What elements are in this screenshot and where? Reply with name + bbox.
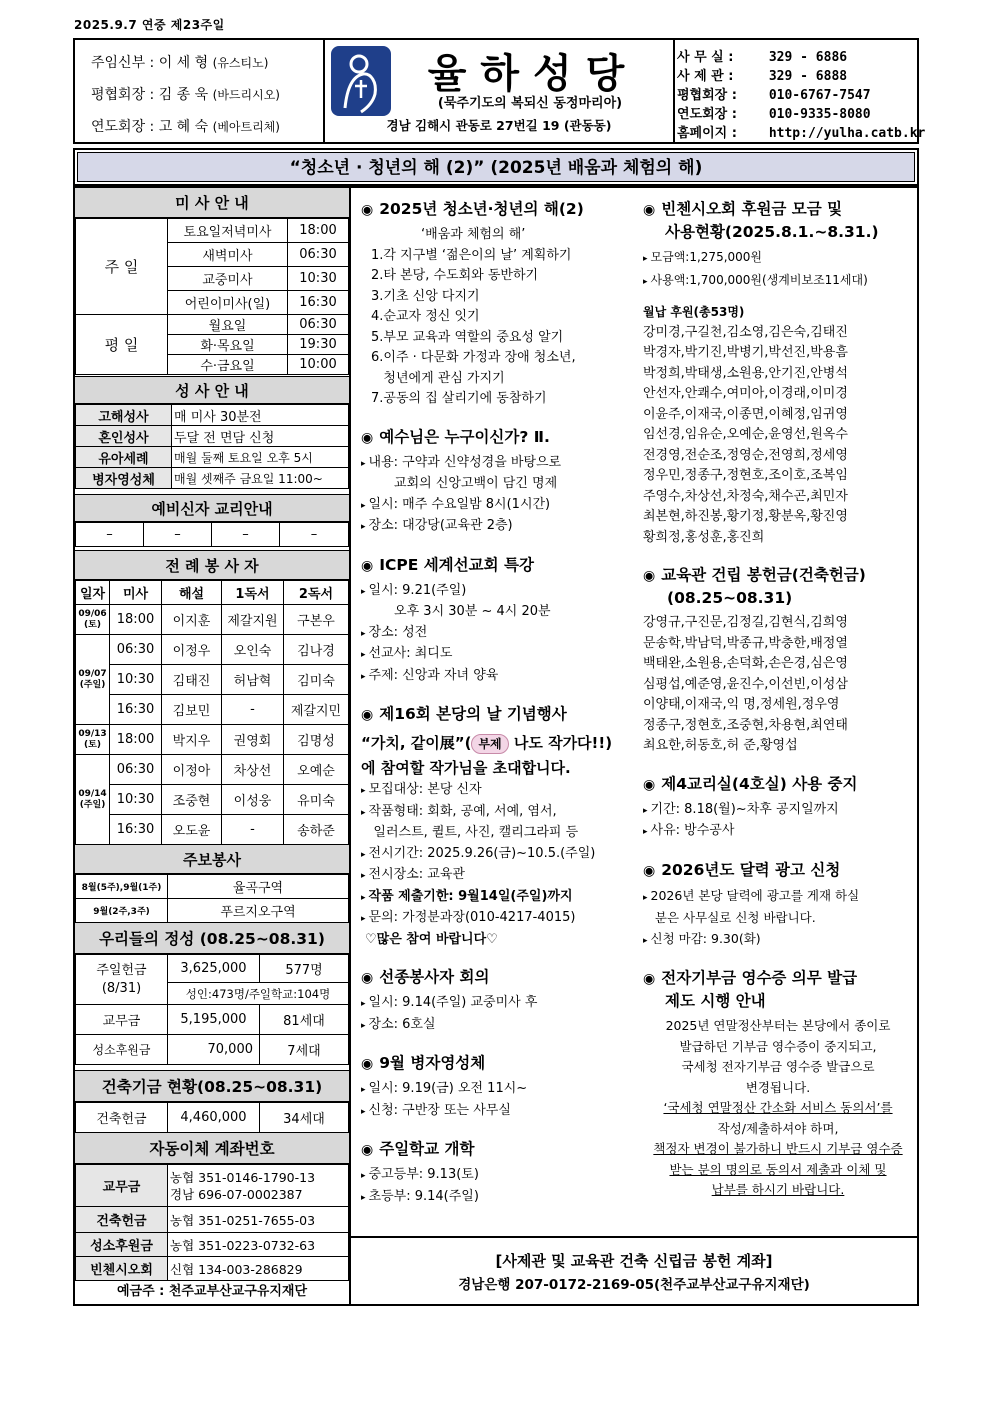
weekday-label: 평 일	[76, 315, 168, 375]
triangle-icon: ▸	[643, 805, 648, 816]
account-number: 신협 134-003-286829	[168, 1257, 349, 1281]
donor-names-line: 백태완,소원용,손덕화,손은경,심은영	[643, 656, 848, 671]
donor-names-line: 주영수,차상선,차정숙,채수곤,최민자	[643, 488, 848, 504]
bullet-icon: ◉	[643, 202, 656, 218]
liturgy-col-head: 2독서	[284, 581, 349, 605]
mass-time: 10:00	[288, 355, 349, 375]
mass-name: 월요일	[168, 315, 288, 335]
offering-count: 81세대	[260, 1005, 349, 1035]
liturgy-col-head: 1독서	[222, 581, 284, 605]
donor-names-line: 문송학,박남덕,박종규,박충한,배정열	[643, 635, 848, 651]
triangle-icon: ▸	[361, 1020, 366, 1031]
bullet-icon: ◉	[643, 862, 656, 879]
bullet-icon: ◉	[361, 1056, 374, 1072]
subtitle-badge: 부제	[471, 734, 508, 754]
office-phone: 사 무 실 : 329 - 6886	[677, 50, 848, 65]
donor-names-line: 전경영,전순조,정영순,전영희,정세영	[643, 447, 848, 463]
liturgy-commentator: 김태진	[162, 665, 222, 695]
liturgy-commentator: 이정우	[162, 635, 222, 665]
liturgy-commentator: 이지훈	[162, 605, 222, 635]
liturgy-reader1: 이성웅	[222, 785, 284, 815]
council-phone: 평협회장 : 010-6767-7547	[677, 88, 871, 103]
donor-names-line: 강영규,구진문,김정길,김현식,김희영	[643, 615, 848, 630]
donor-names-line: 안선자,안쾌수,여미아,이경래,이미경	[643, 386, 848, 401]
bullet-icon: ◉	[361, 557, 374, 574]
triangle-icon: ▸	[361, 871, 366, 881]
donor-names-line: 임선경,임유순,오예순,윤영선,원옥수	[643, 427, 848, 442]
church-patron: (묵주기도의 복되신 동정마리아)	[437, 96, 623, 111]
triangle-icon: ▸	[361, 786, 366, 796]
liturgy-reader1: 권영회	[222, 725, 284, 755]
catechism-cell: –	[76, 523, 144, 547]
mass-name: 새벽미사	[168, 243, 288, 267]
account-name: 교무금	[76, 1165, 168, 1207]
liturgy-time: 10:30	[110, 665, 162, 695]
table-row	[76, 605, 349, 635]
catechism-cell: –	[280, 523, 349, 547]
sunday-label: 주 일	[76, 219, 168, 315]
building-fund-name: 건축헌금	[76, 1103, 168, 1133]
church-address: 경남 김해시 관동로 27번길 19 (관동동)	[386, 118, 612, 133]
mass-time: 19:30	[288, 335, 349, 355]
triangle-icon: ▸	[361, 1192, 366, 1203]
parish-day-article: ◉ 제16회 본당의 날 기념행사 “가치, 같이展”( 부제 나도 작가다!!) 에 참여할 작가님을 초대합니다. ▸ 모집대상: 본당 신자 ▸ 작품형태: 회화, 공예, 서예, 염서, 일러스트, 퀼트, 사진, 캘리그라피 등 ▸ 전시기간: 2025.9.26(금)~10.5.(주일) ▸ 전시장소: 교육관 ▸ 작품 제출기한: 9월14일(주일)까지 ▸ 문의: 가정분과장(010-4217-4015) ♡많은 참여 바랍니다♡	[361, 705, 613, 947]
catechism-table	[75, 522, 349, 547]
yeondo-president-line: 연도회장 : 고 혜 숙 (베아트리체)	[91, 119, 280, 135]
offering-table	[75, 954, 349, 1065]
youth-year-article: ◉ 2025년 청소년·청년의 해(2) ‘배움과 체험의 해’ 1.각 지구별 ‘젊은이의 날’ 계획하기 2.타 본당, 수도회와 동반하기 3.기초 신앙 다지기 4.순교자 정신 잇기 5.부모 교육과 역할의 중요성 알기 6.이주 · 다문화 가정과 장애 청소년, 청년에게 관심 가지기 7.공동의 집 살리기에 동참하기	[361, 200, 584, 406]
mass-name: 수·금요일	[168, 355, 288, 375]
mass-time: 06:30	[288, 243, 349, 267]
catechism-cell: –	[212, 523, 280, 547]
liturgy-reader1: -	[222, 695, 284, 725]
liturgy-reader2: 제갈지민	[284, 695, 349, 725]
liturgy-col-head: 해설	[162, 581, 222, 605]
triangle-icon: ▸	[361, 914, 366, 924]
triangle-icon: ▸	[361, 522, 366, 532]
sunday-offering-detail: 성인:473명/주일학교:104명	[168, 983, 349, 1005]
donor-names-line: 박경자,박기진,박병기,박선진,박용흠	[643, 345, 848, 360]
liturgy-time: 06:30	[110, 635, 162, 665]
bullet-icon: ◉	[643, 971, 656, 987]
liturgy-time: 18:00	[110, 725, 162, 755]
bullet-icon: ◉	[643, 568, 656, 584]
donor-names-line: 이윤주,이재국,이종면,이혜정,임귀영	[643, 406, 848, 422]
table-row	[76, 635, 349, 665]
triangle-icon: ▸	[643, 276, 648, 287]
liturgy-time: 16:30	[110, 815, 162, 845]
who-is-jesus-article: ◉ 예수님은 누구이신가? Ⅱ. ▸ 내용: 구약과 신약성경을 바탕으로 교회의 신앙고백이 담긴 명제 ▸ 일시: 매주 수요일밤 8시(1시간) ▸ 장소: 대강당(교육관 2층)	[361, 427, 562, 533]
icpe-lecture-article: ◉ ICPE 세계선교회 특강 ▸ 일시: 9.21(주일) 오후 3시 30분 ~ 4시 20분 ▸ 장소: 성전 ▸ 선교사: 최디도 ▸ 주제: 신앙과 자녀 양육	[361, 555, 551, 683]
donation-account-box	[351, 1236, 917, 1304]
liturgy-commentator: 조중현	[162, 785, 222, 815]
account-number: 농협 351-0251-7655-03	[168, 1207, 349, 1233]
mass-name: 교중미사	[168, 267, 288, 291]
triangle-icon: ▸	[361, 892, 366, 903]
sacrament-table	[75, 404, 349, 489]
bullet-icon: ◉	[361, 1142, 374, 1158]
mass-time: 18:00	[288, 219, 349, 243]
offering-heading: 우리들의 정성 (08.25~08.31)	[75, 922, 349, 954]
vincent-donor-names	[643, 323, 913, 549]
mass-time: 10:30	[288, 267, 349, 291]
bulletin-who: 율곡구역	[168, 875, 349, 899]
donor-names-line: 황희정,홍성훈,홍진희	[643, 529, 765, 545]
table-row	[76, 785, 349, 815]
bullet-icon: ◉	[361, 970, 374, 986]
pastor-line: 주임신부 : 이 세 형 (유스티노)	[91, 55, 269, 71]
triangle-icon: ▸	[361, 1106, 366, 1117]
liturgy-reader2: 김미숙	[284, 665, 349, 695]
bullet-icon: ◉	[643, 776, 656, 793]
left-sidebar	[75, 188, 351, 1304]
mass-schedule-table	[75, 218, 349, 375]
offering-name: 교무금	[76, 1005, 168, 1035]
mass-time: 06:30	[288, 315, 349, 335]
liturgy-reader1: 제갈지원	[222, 605, 284, 635]
classroom-closure-article: ◉ 제4교리실(4호실) 사용 중지 ▸ 기간: 8.18(월)~차후 공지일까지 ▸ 사유: 방수공사	[643, 774, 858, 838]
donation-account-number: 경남은행 207-0172-2169-05(천주교부산교구유지재단)	[458, 1277, 810, 1293]
liturgy-reader1: 허남혁	[222, 665, 284, 695]
account-name: 빈첸시오회	[76, 1257, 168, 1281]
account-name: 건축헌금	[76, 1207, 168, 1233]
liturgy-time: 10:30	[110, 785, 162, 815]
building-fund-heading: 건축기금 현황(08.25~08.31)	[75, 1070, 349, 1102]
liturgy-reader2: 구본우	[284, 605, 349, 635]
triangle-icon: ▸	[361, 500, 366, 511]
triangle-icon: ▸	[361, 1171, 366, 1181]
clergy-info	[75, 40, 323, 142]
triangle-icon: ▸	[361, 628, 366, 639]
sacrament-name: 유아세례	[76, 447, 172, 468]
announcements-column-1	[361, 198, 641, 1224]
bullet-icon: ◉	[361, 707, 374, 723]
funeral-volunteer-article: ◉ 선종봉사자 회의 ▸ 일시: 9.14(주일) 교중미사 후 ▸ 장소: 6호실	[361, 968, 538, 1032]
triangle-icon: ▸	[361, 849, 366, 860]
liturgy-date: 09/13 (토)	[76, 725, 110, 755]
offering-amount: 5,195,000	[168, 1005, 260, 1035]
main-frame	[73, 186, 919, 1306]
liturgy-reader2: 유미숙	[284, 785, 349, 815]
triangle-icon: ▸	[361, 999, 366, 1009]
theme-banner	[73, 148, 919, 186]
theme-title: “청소년 · 청년의 해 (2)” (2025년 배움과 체험의 해)	[77, 152, 915, 182]
sacrament-name: 병자영성체	[76, 468, 172, 489]
homepage-link[interactable]: http://yulha.catb.kr	[761, 126, 926, 141]
bulletin-who: 푸르지오구역	[168, 899, 349, 923]
sunday-offering-label: 주일헌금 (8/31)	[76, 955, 168, 1005]
liturgy-date: 09/14 (주일)	[76, 755, 110, 845]
triangle-icon: ▸	[361, 807, 366, 818]
triangle-icon: ▸	[361, 458, 366, 469]
church-logo-icon	[331, 46, 391, 116]
table-row	[76, 755, 349, 785]
donor-names-line: 최요한,허동호,허 준,황영섭	[643, 738, 798, 753]
account-holder: 예금주 : 천주교부산교구유지재단	[116, 1284, 308, 1299]
donor-names-line: 최본현,하진봉,황기정,황분옥,황진영	[643, 509, 848, 524]
account-table	[75, 1164, 349, 1281]
table-row	[76, 665, 349, 695]
liturgy-commentator: 박지우	[162, 725, 222, 755]
table-row	[76, 725, 349, 755]
table-row	[76, 695, 349, 725]
sick-communion-article: ◉ 9월 병자영성체 ▸ 일시: 9.19(금) 오전 11시~ ▸ 신청: 구반장 또는 사무실	[361, 1054, 528, 1118]
sacrament-name: 혼인성사	[76, 426, 172, 447]
donor-names-line: 정우민,정종구,정현호,조이호,조복임	[643, 468, 848, 483]
triangle-icon: ▸	[643, 254, 648, 264]
bulletin-header	[73, 38, 926, 144]
liturgy-reader2: 김명성	[284, 725, 349, 755]
triangle-icon: ▸	[643, 827, 648, 837]
mass-time: 16:30	[288, 291, 349, 315]
vincent-society-article: ◉ 빈첸시오회 후원금 모금 및 사용현황(2025.8.1.~8.31.) ▸ 모금액:1,275,000원 ▸ 사용액:1,700,000원(생계비보조11세대) 월납 후원(총53명) 강미경,구길천,김소영,김은숙,김태진 박경자,박기진,박병기,박선진,박용흠 박정희,박태생,소원용,안기진,안병석 안선자,안쾌수,여미아,이경래,이미경 이윤주,이재국,이종면,이혜정,임귀영 임선경,임유순,오예순,윤영선,원옥수 전경영,전순조,정영순,전영희,정세영 정우민,정종구,정현호,조이호,조복임 주영수,차상선,차정숙,채수곤,최민자 최본현,하진봉,황기정,황분옥,황진영 황희정,홍성훈,홍진희	[643, 198, 913, 548]
bulletin-when: 8월(5주),9월(1주)	[76, 875, 168, 899]
mass-name: 화·목요일	[168, 335, 288, 355]
liturgy-commentator: 김보민	[162, 695, 222, 725]
liturgy-date: 09/06 (토)	[76, 605, 110, 635]
building-donor-names	[643, 613, 913, 757]
liturgy-col-head: 일자	[76, 581, 110, 605]
building-fund-amount: 4,460,000	[168, 1103, 260, 1133]
announcements-column-2	[643, 198, 913, 1217]
bulletin-service-table	[75, 874, 349, 923]
sacrament-desc: 매월 셋째주 금요일 11:00~	[172, 468, 349, 489]
liturgy-reader2: 김나경	[284, 635, 349, 665]
calendar-ad-article: ◉ 2026년도 달력 광고 신청 ▸ 2026년 본당 달력에 광고를 게재 하실 분은 사무실로 신청 바랍니다. ▸ 신청 마감: 9.30(화)	[643, 860, 860, 946]
bulletin-service-heading: 주보봉사	[75, 844, 349, 874]
liturgy-reader1: 차상선	[222, 755, 284, 785]
mass-name: 토요일저녁미사	[168, 219, 288, 243]
bullet-icon: ◉	[361, 202, 374, 218]
council-president-line: 평협회장 : 김 종 욱 (바드리시오)	[91, 87, 280, 103]
bullet-icon: ◉	[361, 429, 374, 446]
liturgy-time: 06:30	[110, 755, 162, 785]
liturgy-time: 16:30	[110, 695, 162, 725]
triangle-icon: ▸	[361, 586, 366, 597]
bulletin-when: 9월(2주,3주)	[76, 899, 168, 923]
donor-names-line: 강미경,구길천,김소영,김은숙,김태진	[643, 324, 848, 340]
account-number: 농협 351-0146-1790-13 경남 696-07-0002387	[168, 1165, 349, 1207]
sunday-school-article: ◉ 주일학교 개학 ▸ 중고등부: 9.13(토) ▸ 초등부: 9.14(주일)	[361, 1140, 479, 1204]
account-name: 성소후원금	[76, 1233, 168, 1257]
liturgy-commentator: 오도윤	[162, 815, 222, 845]
sacrament-name: 고해성사	[76, 405, 172, 426]
education-hall-article: ◉ 교육관 건립 봉헌금(건축헌금) (08.25~08.31) 강영규,구진문,김정길,김현식,김희영 문송학,박남덕,박종규,박충한,배정열 백태완,소원용,손덕화,손은경,심은영 심평섭,예준영,윤진수,이선빈,이성삼 이양태,이재국,익 명,정세원,정우영 정종구,정현호,조중현,차용현,최연태 최요한,허동호,허 준,황영섭	[643, 564, 913, 757]
account-number: 농협 351-0223-0732-63	[168, 1233, 349, 1257]
donor-names-line: 심평섭,예준영,윤진수,이선빈,이성삼	[643, 676, 848, 692]
donor-names-line: 박정희,박태생,소원용,안기진,안병석	[643, 365, 848, 381]
donation-account-title: [사제관 및 교육관 건축 신립금 봉헌 계좌]	[495, 1252, 773, 1270]
account-heading: 자동이체 계좌번호	[75, 1132, 349, 1164]
sacrament-heading: 성 사 안 내	[75, 376, 349, 404]
homepage: 홈페이지 : http://yulha.catb.kr	[677, 126, 926, 141]
church-name: 율하성당	[427, 51, 639, 97]
offering-count: 7세대	[260, 1035, 349, 1065]
triangle-icon: ▸	[361, 1085, 366, 1095]
contact-info	[677, 46, 926, 141]
bulletin-date: 2025.9.7 연중 제23주일	[74, 18, 225, 32]
e-receipt-article: ◉ 전자기부금 영수증 의무 발급 제도 시행 안내 2025년 연말정산부터는 본당에서 종이로 발급하던 기부금 영수증이 중지되고, 국세청 전자기부금 영수증 발급으로 변경됩니다. ‘국세청 연말정산 간소화 서비스 동의서’를 작성/제출하셔야 하며, 책정자 변경이 불가하니 반드시 기부금 영수증 받는 분의 명의로 동의서 제출과 이체 및 납부를 하시기 바랍니다.	[643, 969, 903, 1197]
sunday-offering-count: 577명	[260, 955, 349, 983]
building-fund-count: 34세대	[260, 1103, 349, 1133]
triangle-icon: ▸	[643, 935, 648, 946]
offering-name: 성소후원금	[76, 1035, 168, 1065]
donor-names-line: 정종구,정현호,조중현,차용현,최연태	[643, 717, 848, 733]
catechism-heading: 예비신자 교리안내	[75, 494, 349, 522]
liturgy-date: 09/07 (주일)	[76, 635, 110, 725]
liturgy-reader2: 오예순	[284, 755, 349, 785]
announcements-area	[351, 188, 917, 1304]
liturgy-time: 18:00	[110, 605, 162, 635]
catechism-cell: –	[144, 523, 212, 547]
sacrament-desc: 매 미사 30분전	[172, 405, 349, 426]
triangle-icon: ▸	[361, 650, 366, 660]
sacrament-desc: 두달 전 면담 신청	[172, 426, 349, 447]
donor-names-line: 이양태,이재국,익 명,정세원,정우영	[643, 697, 840, 712]
building-fund-table	[75, 1102, 349, 1133]
liturgy-commentator: 이정아	[162, 755, 222, 785]
liturgy-reader1: -	[222, 815, 284, 845]
yeondo-phone: 연도회장 : 010-9335-8080	[677, 107, 871, 122]
liturgy-table	[75, 580, 349, 845]
triangle-icon: ▸	[643, 892, 648, 903]
liturgy-reader2: 송하준	[284, 815, 349, 845]
church-title-block	[323, 40, 675, 142]
sunday-offering-amount: 3,625,000	[168, 955, 260, 983]
triangle-icon: ▸	[361, 671, 366, 682]
sacrament-desc: 매월 둘째 토요일 오후 5시	[172, 447, 349, 468]
table-row	[76, 815, 349, 845]
rectory-phone: 사 제 관 : 329 - 6888	[677, 69, 848, 84]
liturgy-heading: 전 례 봉 사 자	[75, 550, 349, 580]
mass-schedule-heading: 미 사 안 내	[75, 188, 349, 218]
mass-name: 어린이미사(일)	[168, 291, 288, 315]
liturgy-reader1: 오인숙	[222, 635, 284, 665]
offering-amount: 70,000	[168, 1035, 260, 1065]
liturgy-col-head: 미사	[110, 581, 162, 605]
